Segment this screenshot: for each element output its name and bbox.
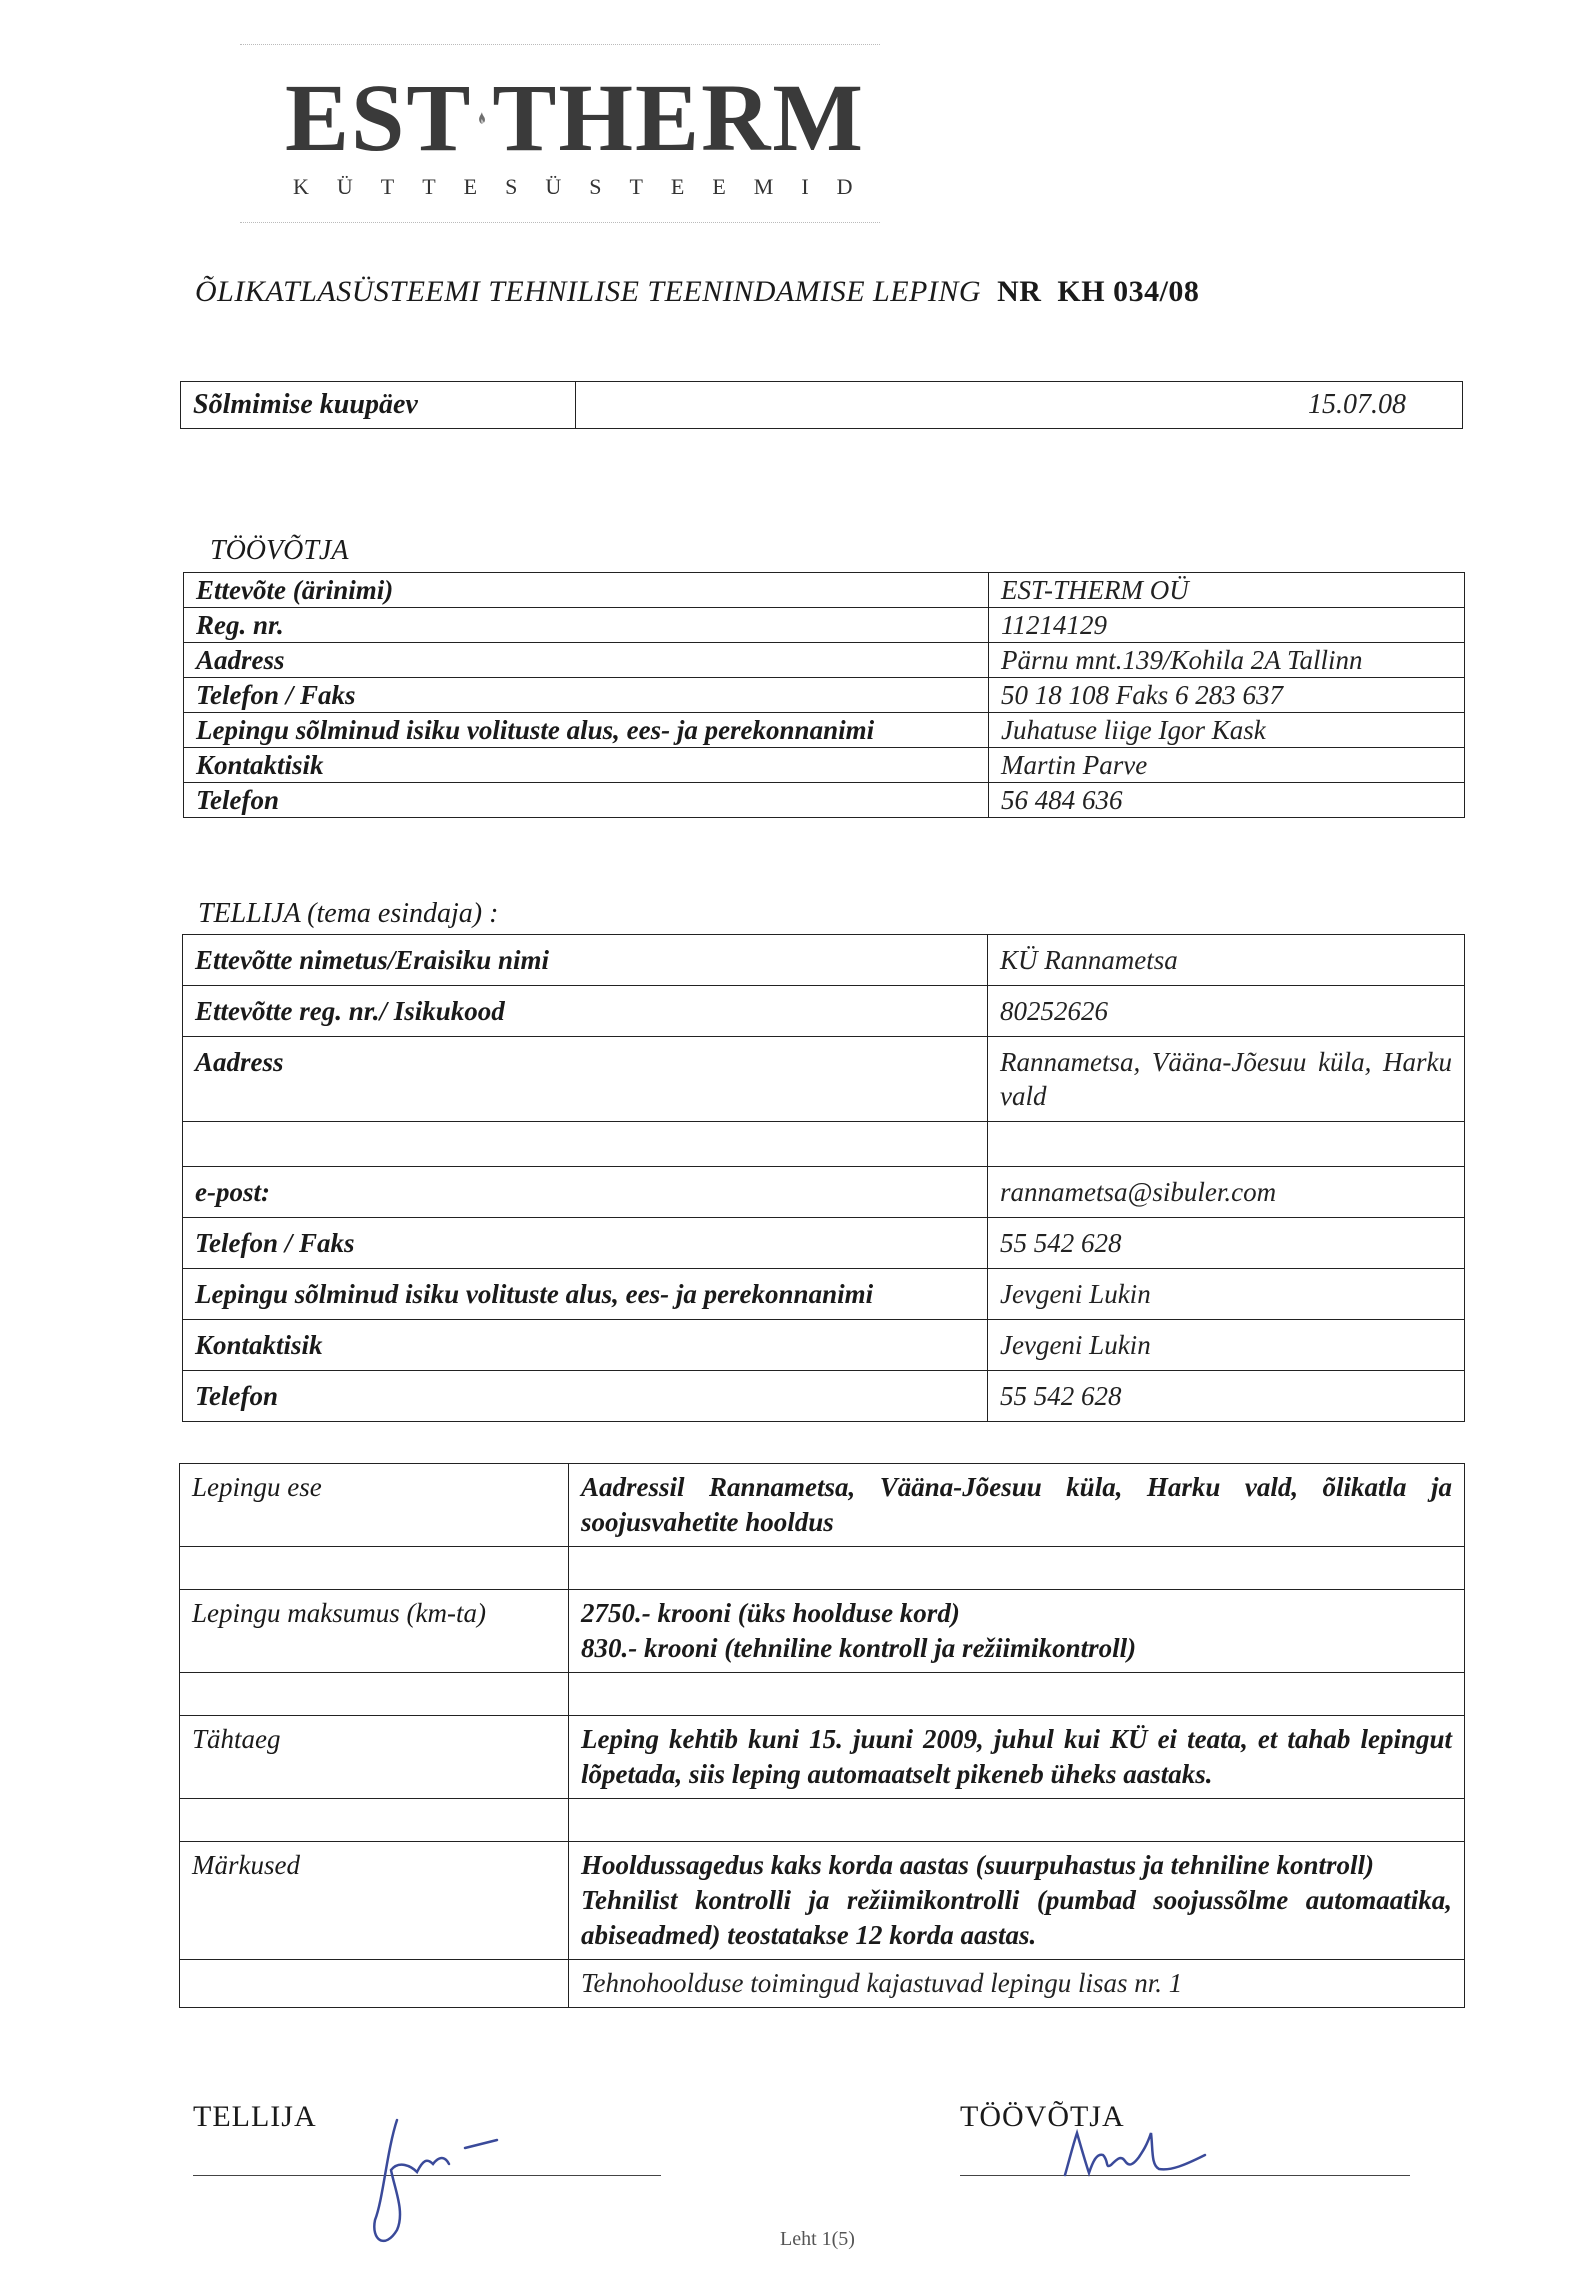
terms-row — [180, 1799, 1465, 1842]
terms-row — [180, 1464, 1465, 1547]
contractor-value: 50 18 108 Faks 6 283 637 — [989, 678, 1465, 713]
contractor-label: Kontaktisik — [184, 748, 989, 783]
client-row — [183, 1269, 1465, 1320]
document-title — [195, 275, 1199, 309]
logo-tagline: KÜTTESÜSTEEMID — [293, 174, 881, 199]
title-text: ÕLIKATLASÜSTEEMI TEHNILISE TEENINDAMISE LEPING — [195, 275, 982, 308]
page-number: Leht 1(5) — [780, 2228, 855, 2250]
company-logo — [285, 64, 881, 200]
terms-value — [569, 1547, 1465, 1590]
terms-label: Tähtaeg — [180, 1716, 569, 1799]
terms-label: Lepingu maksumus (km-ta) — [180, 1590, 569, 1673]
contractor-heading: TÖÖVÕTJA — [210, 535, 349, 566]
contractor-row — [184, 713, 1465, 748]
contractor-label: Telefon / Faks — [184, 678, 989, 713]
client-value — [988, 1122, 1465, 1167]
client-value: Rannametsa, Vääna-Jõesuu küla, Harku vald — [988, 1037, 1465, 1122]
contractor-row — [184, 608, 1465, 643]
client-signature — [365, 2100, 545, 2260]
client-signature-label: TELLIJA — [193, 2100, 317, 2133]
terms-label — [180, 1547, 569, 1590]
client-row — [183, 1167, 1465, 1218]
client-row — [183, 1371, 1465, 1422]
client-row — [183, 935, 1465, 986]
terms-value: Leping kehtib kuni 15. juuni 2009, juhul kui KÜ ei teata, et tahab lepingut lõpetada, siis leping automaatselt pikeneb üheks aastaks. — [569, 1716, 1465, 1799]
client-value: 55 542 628 — [988, 1371, 1465, 1422]
terms-value — [569, 1590, 1465, 1673]
terms-value — [569, 1673, 1465, 1716]
client-value: rannametsa@sibuler.com — [988, 1167, 1465, 1218]
client-label: Kontaktisik — [183, 1320, 988, 1371]
signing-date-label: Sõlmimise kuupäev — [181, 382, 576, 429]
contractor-table — [183, 572, 1465, 818]
contractor-value: Martin Parve — [989, 748, 1465, 783]
terms-label — [180, 1799, 569, 1842]
contractor-row — [184, 678, 1465, 713]
client-label: Aadress — [183, 1037, 988, 1122]
terms-label: Lepingu ese — [180, 1464, 569, 1547]
terms-value — [569, 1842, 1465, 1960]
contractor-signature-label: TÖÖVÕTJA — [960, 2100, 1125, 2133]
terms-table — [179, 1463, 1465, 2008]
client-row — [183, 986, 1465, 1037]
client-heading: TELLIJA (tema esindaja) : — [198, 898, 499, 929]
client-value: Jevgeni Lukin — [988, 1269, 1465, 1320]
client-label: Ettevõtte reg. nr./ Isikukood — [183, 986, 988, 1037]
logo-brand-left: EST — [285, 64, 473, 171]
client-label: Ettevõtte nimetus/Eraisiku nimi — [183, 935, 988, 986]
terms-row — [180, 1673, 1465, 1716]
client-row — [183, 1320, 1465, 1371]
client-value: KÜ Rannametsa — [988, 935, 1465, 986]
contractor-label: Reg. nr. — [184, 608, 989, 643]
logo-brand-right: THERM — [492, 64, 865, 171]
contractor-row — [184, 573, 1465, 608]
contractor-label: Aadress — [184, 643, 989, 678]
signing-date-value: 15.07.08 — [576, 382, 1463, 429]
terms-value-line: Hooldussagedus kaks korda aastas (suurpuhastus ja tehniline kontroll) — [581, 1850, 1374, 1880]
terms-label — [180, 1960, 569, 2008]
client-label: Telefon — [183, 1371, 988, 1422]
title-nr-label: NR — [997, 275, 1042, 308]
contractor-value: 56 484 636 — [989, 783, 1465, 818]
contractor-label: Lepingu sõlminud isiku volituste alus, ees- ja perekonnanimi — [184, 713, 989, 748]
terms-label — [180, 1673, 569, 1716]
client-label: Telefon / Faks — [183, 1218, 988, 1269]
client-label: Lepingu sõlminud isiku volituste alus, ees- ja perekonnanimi — [183, 1269, 988, 1320]
terms-row — [180, 1547, 1465, 1590]
terms-value: Tehnohoolduse toimingud kajastuvad lepingu lisas nr. 1 — [569, 1960, 1465, 2008]
contractor-value: Juhatuse liige Igor Kask — [989, 713, 1465, 748]
logo-dotted-line — [240, 222, 880, 223]
client-row — [183, 1037, 1465, 1122]
flame-icon — [478, 75, 486, 161]
contractor-value: Pärnu mnt.139/Kohila 2A Tallinn — [989, 643, 1465, 678]
client-label — [183, 1122, 988, 1167]
terms-row — [180, 1716, 1465, 1799]
client-row — [183, 1122, 1465, 1167]
terms-row — [180, 1590, 1465, 1673]
contractor-value: 11214129 — [989, 608, 1465, 643]
contractor-label: Telefon — [184, 783, 989, 818]
terms-value-line: 830.- krooni (tehniline kontroll ja režiimikontroll) — [581, 1633, 1137, 1663]
contractor-label: Ettevõte (ärinimi) — [184, 573, 989, 608]
contractor-row — [184, 783, 1465, 818]
terms-value: Aadressil Rannametsa, Vääna-Jõesuu küla, Harku vald, õlikatla ja soojusvahetite hooldus — [569, 1464, 1465, 1547]
client-label: e-post: — [183, 1167, 988, 1218]
client-value: Jevgeni Lukin — [988, 1320, 1465, 1371]
terms-value-line: 2750.- krooni (üks hoolduse kord) — [581, 1598, 960, 1628]
client-row — [183, 1218, 1465, 1269]
top-dotted-line — [240, 44, 880, 45]
contractor-row — [184, 643, 1465, 678]
client-value: 80252626 — [988, 986, 1465, 1037]
terms-row — [180, 1842, 1465, 1960]
terms-label: Märkused — [180, 1842, 569, 1960]
signing-date-table — [180, 381, 1463, 429]
terms-row — [180, 1960, 1465, 2008]
client-value: 55 542 628 — [988, 1218, 1465, 1269]
client-table — [182, 934, 1465, 1422]
contractor-value: EST-THERM OÜ — [989, 573, 1465, 608]
terms-value-line: Tehnilist kontrolli ja režiimikontrolli (pumbad soojussõlme automaatika, abiseadmed) teostatakse 12 korda aastas. — [581, 1885, 1452, 1950]
terms-value — [569, 1799, 1465, 1842]
contractor-signature — [1055, 2125, 1215, 2185]
contractor-row — [184, 748, 1465, 783]
contract-number: KH 034/08 — [1057, 275, 1200, 308]
